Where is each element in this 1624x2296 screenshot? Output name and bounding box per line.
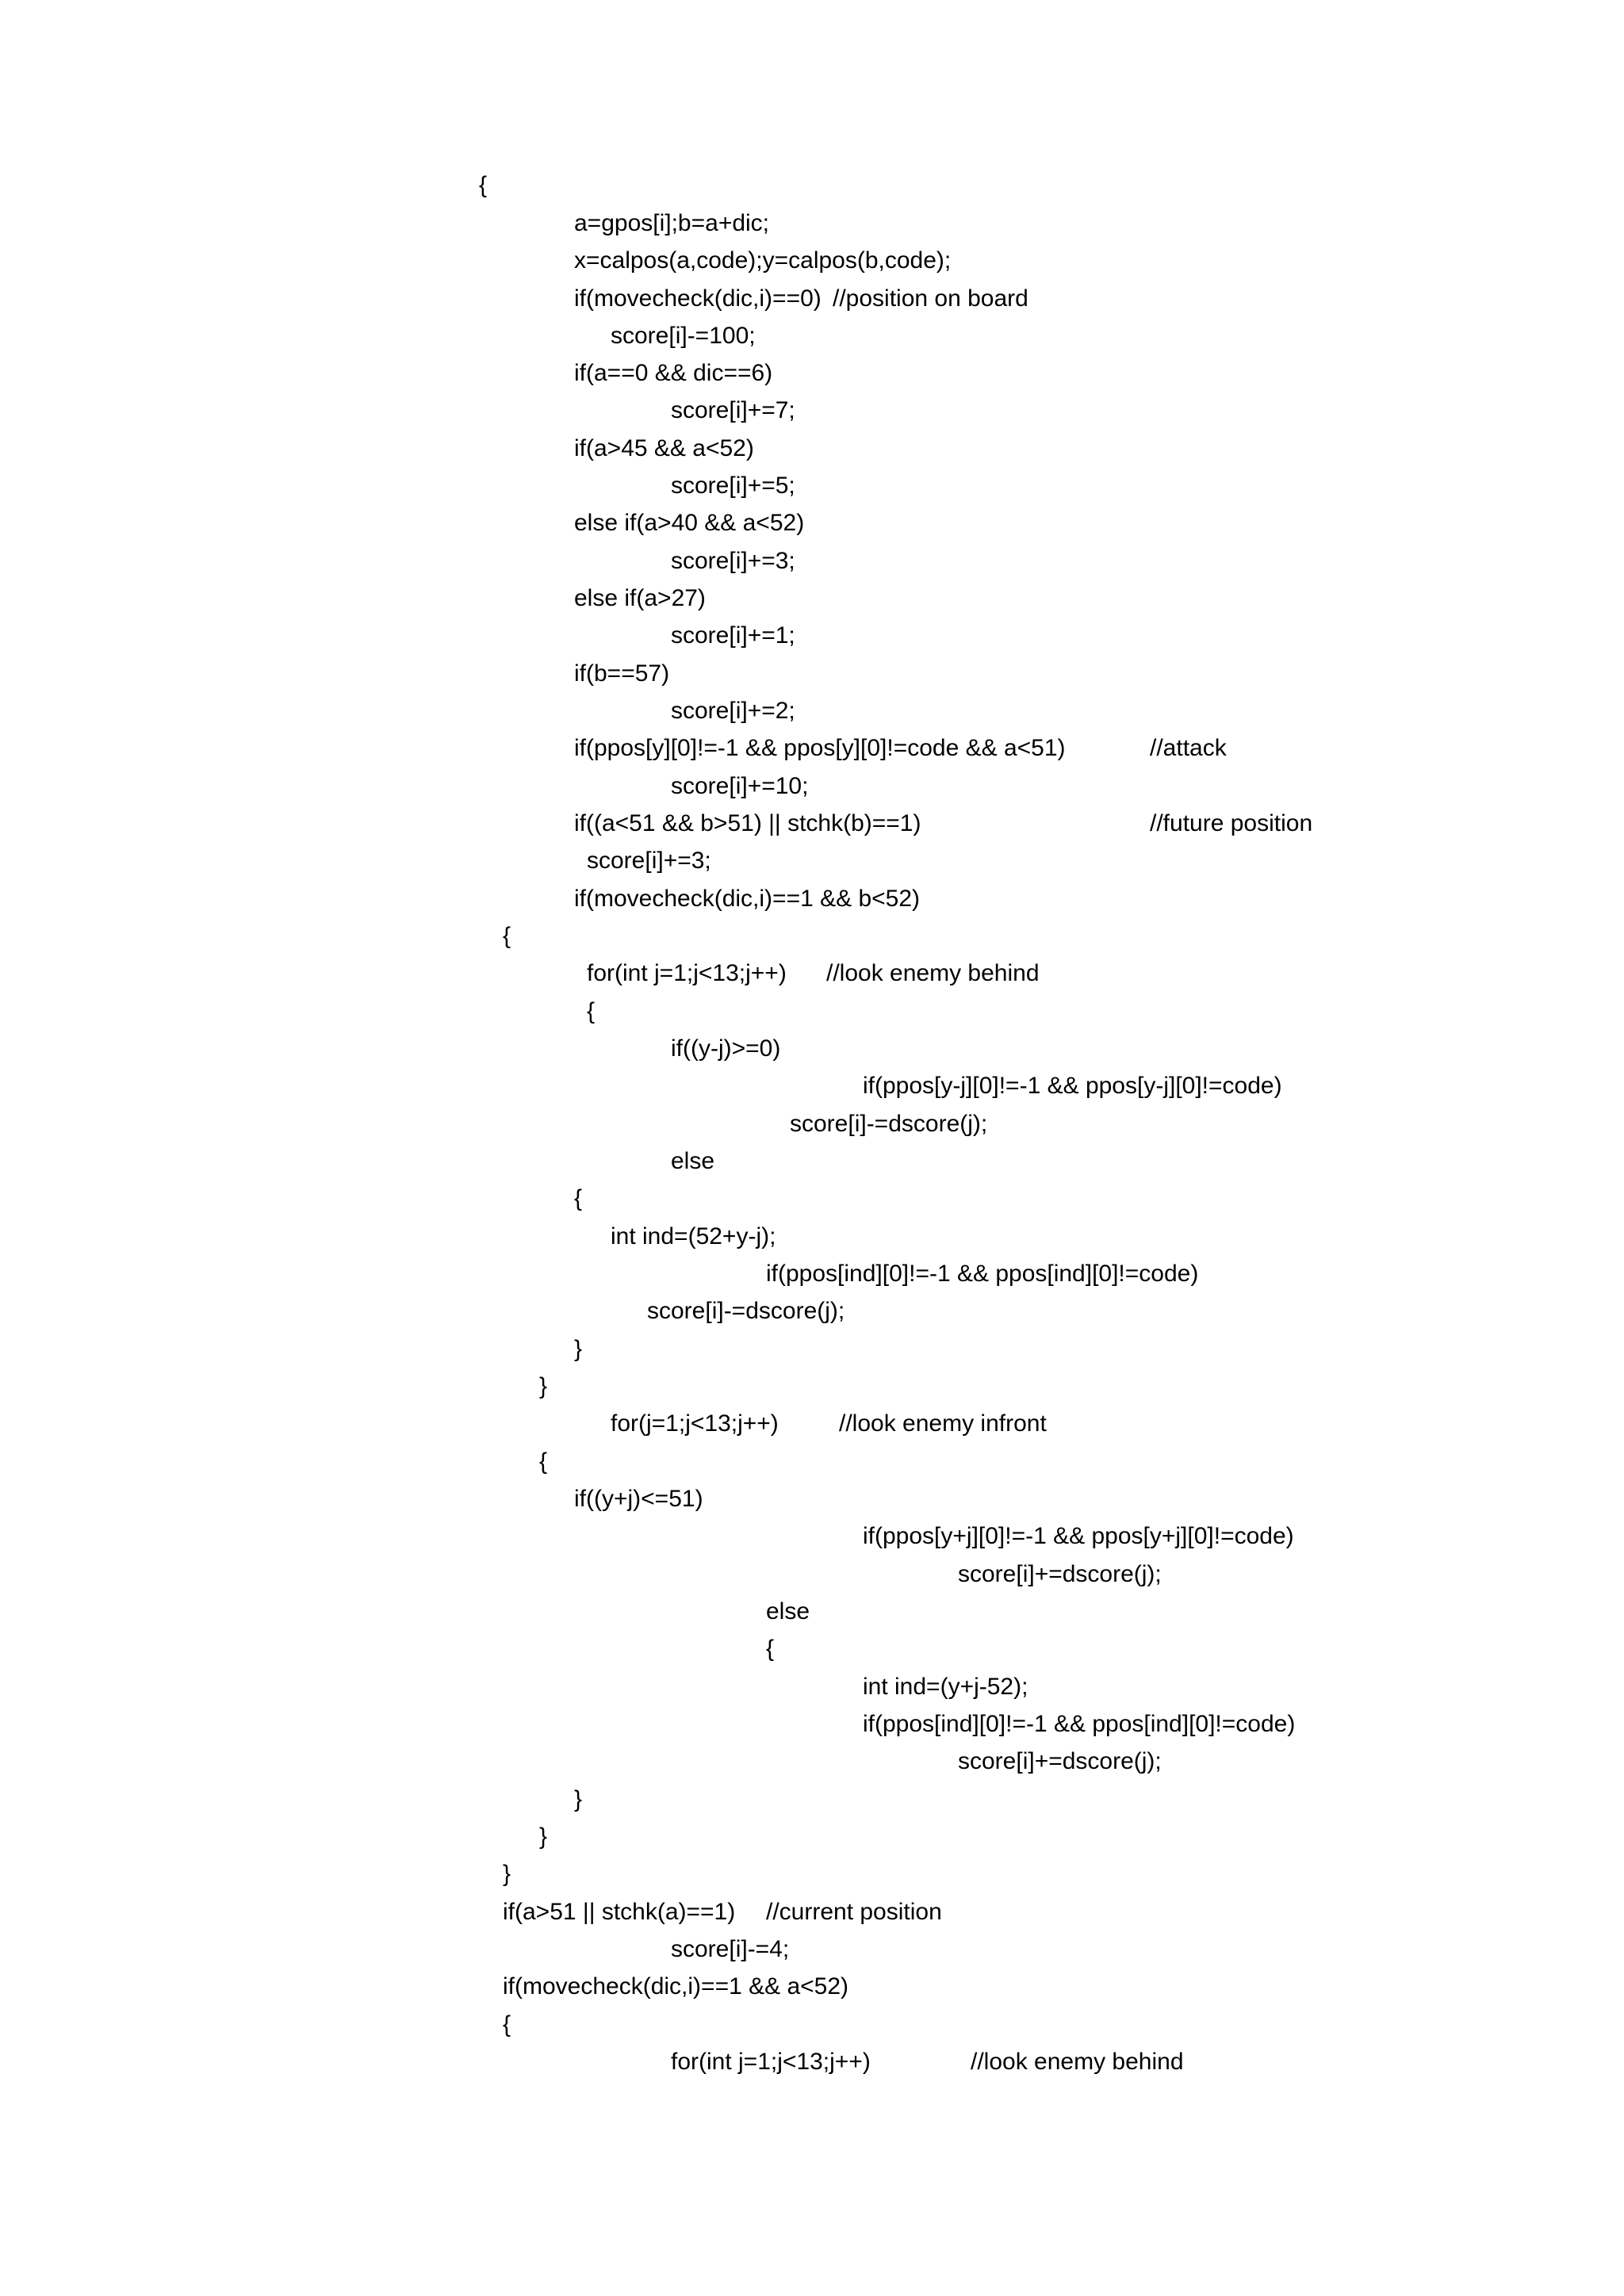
code-line: else	[766, 1598, 810, 1624]
code-line: if(ppos[y+j][0]!=-1 && ppos[y+j][0]!=code)	[863, 1523, 1294, 1549]
code-line: {	[766, 1636, 775, 1662]
code-line: if(b==57)	[574, 660, 670, 687]
code-line: score[i]-=100;	[611, 323, 756, 349]
code-line: }	[539, 1823, 548, 1850]
code-line: else if(a>40 && a<52)	[574, 510, 805, 536]
code-comment: //future position	[1150, 810, 1313, 836]
code-comment: //current position	[766, 1899, 942, 1925]
code-line: {	[587, 998, 596, 1024]
code-line: if(a>45 && a<52)	[574, 435, 754, 461]
code-line: if(ppos[y-j][0]!=-1 && ppos[y-j][0]!=code)	[863, 1073, 1282, 1099]
code-line: if(a>51 || stchk(a)==1)	[503, 1899, 736, 1925]
code-line: score[i]-=dscore(j);	[647, 1298, 845, 1324]
code-line: }	[574, 1336, 583, 1362]
code-line: {	[503, 923, 511, 949]
code-line: if(ppos[ind][0]!=-1 && ppos[ind][0]!=code)	[766, 1261, 1199, 1287]
code-line: if(a==0 && dic==6)	[574, 360, 773, 386]
code-comment: //look enemy behind	[826, 960, 1040, 986]
code-line: if(ppos[y][0]!=-1 && ppos[y][0]!=code && a<51)	[574, 735, 1066, 761]
code-line: int ind=(52+y-j);	[611, 1223, 776, 1249]
code-line: {	[503, 2011, 511, 2038]
code-line: score[i]+=3;	[671, 548, 795, 574]
code-line: score[i]+=dscore(j);	[958, 1748, 1162, 1774]
code-line: score[i]+=2;	[671, 698, 795, 724]
code-line: else if(a>27)	[574, 585, 706, 611]
code-line: if(movecheck(dic,i)==1 && b<52)	[574, 886, 921, 912]
code-line: for(int j=1;j<13;j++)	[671, 2049, 871, 2075]
code-line: score[i]+=7;	[671, 397, 795, 423]
code-line: score[i]-=dscore(j);	[790, 1111, 988, 1137]
code-comment: //position on board	[833, 285, 1028, 312]
code-line: score[i]+=5;	[671, 473, 795, 499]
code-line: {	[574, 1185, 583, 1211]
code-line: {	[479, 172, 488, 198]
code-line: x=calpos(a,code);y=calpos(b,code);	[574, 247, 952, 274]
code-comment: //look enemy infront	[839, 1410, 1047, 1437]
code-line: else	[671, 1148, 715, 1174]
code-line: score[i]-=4;	[671, 1936, 790, 1962]
code-line: if((y+j)<=51)	[574, 1486, 703, 1512]
code-line: if((a<51 && b>51) || stchk(b)==1)	[574, 810, 921, 836]
code-line: if((y-j)>=0)	[671, 1035, 781, 1062]
code-line: int ind=(y+j-52);	[863, 1674, 1028, 1700]
code-line: }	[574, 1786, 583, 1812]
code-line: for(j=1;j<13;j++)	[611, 1410, 779, 1437]
code-line: if(ppos[ind][0]!=-1 && ppos[ind][0]!=code)	[863, 1711, 1296, 1737]
code-line: for(int j=1;j<13;j++)	[587, 960, 787, 986]
code-line: score[i]+=dscore(j);	[958, 1561, 1162, 1587]
code-line: }	[503, 1861, 511, 1887]
code-line: if(movecheck(dic,i)==1 && a<52)	[503, 1973, 849, 1999]
code-comment: //attack	[1150, 735, 1227, 761]
code-line: score[i]+=1;	[671, 622, 795, 649]
code-line: if(movecheck(dic,i)==0)	[574, 285, 822, 312]
code-line: {	[539, 1448, 548, 1475]
code-comment: //look enemy behind	[971, 2049, 1184, 2075]
code-line: score[i]+=3;	[587, 848, 711, 874]
code-line: a=gpos[i];b=a+dic;	[574, 210, 770, 236]
code-line: score[i]+=10;	[671, 773, 809, 799]
code-line: }	[539, 1373, 548, 1399]
